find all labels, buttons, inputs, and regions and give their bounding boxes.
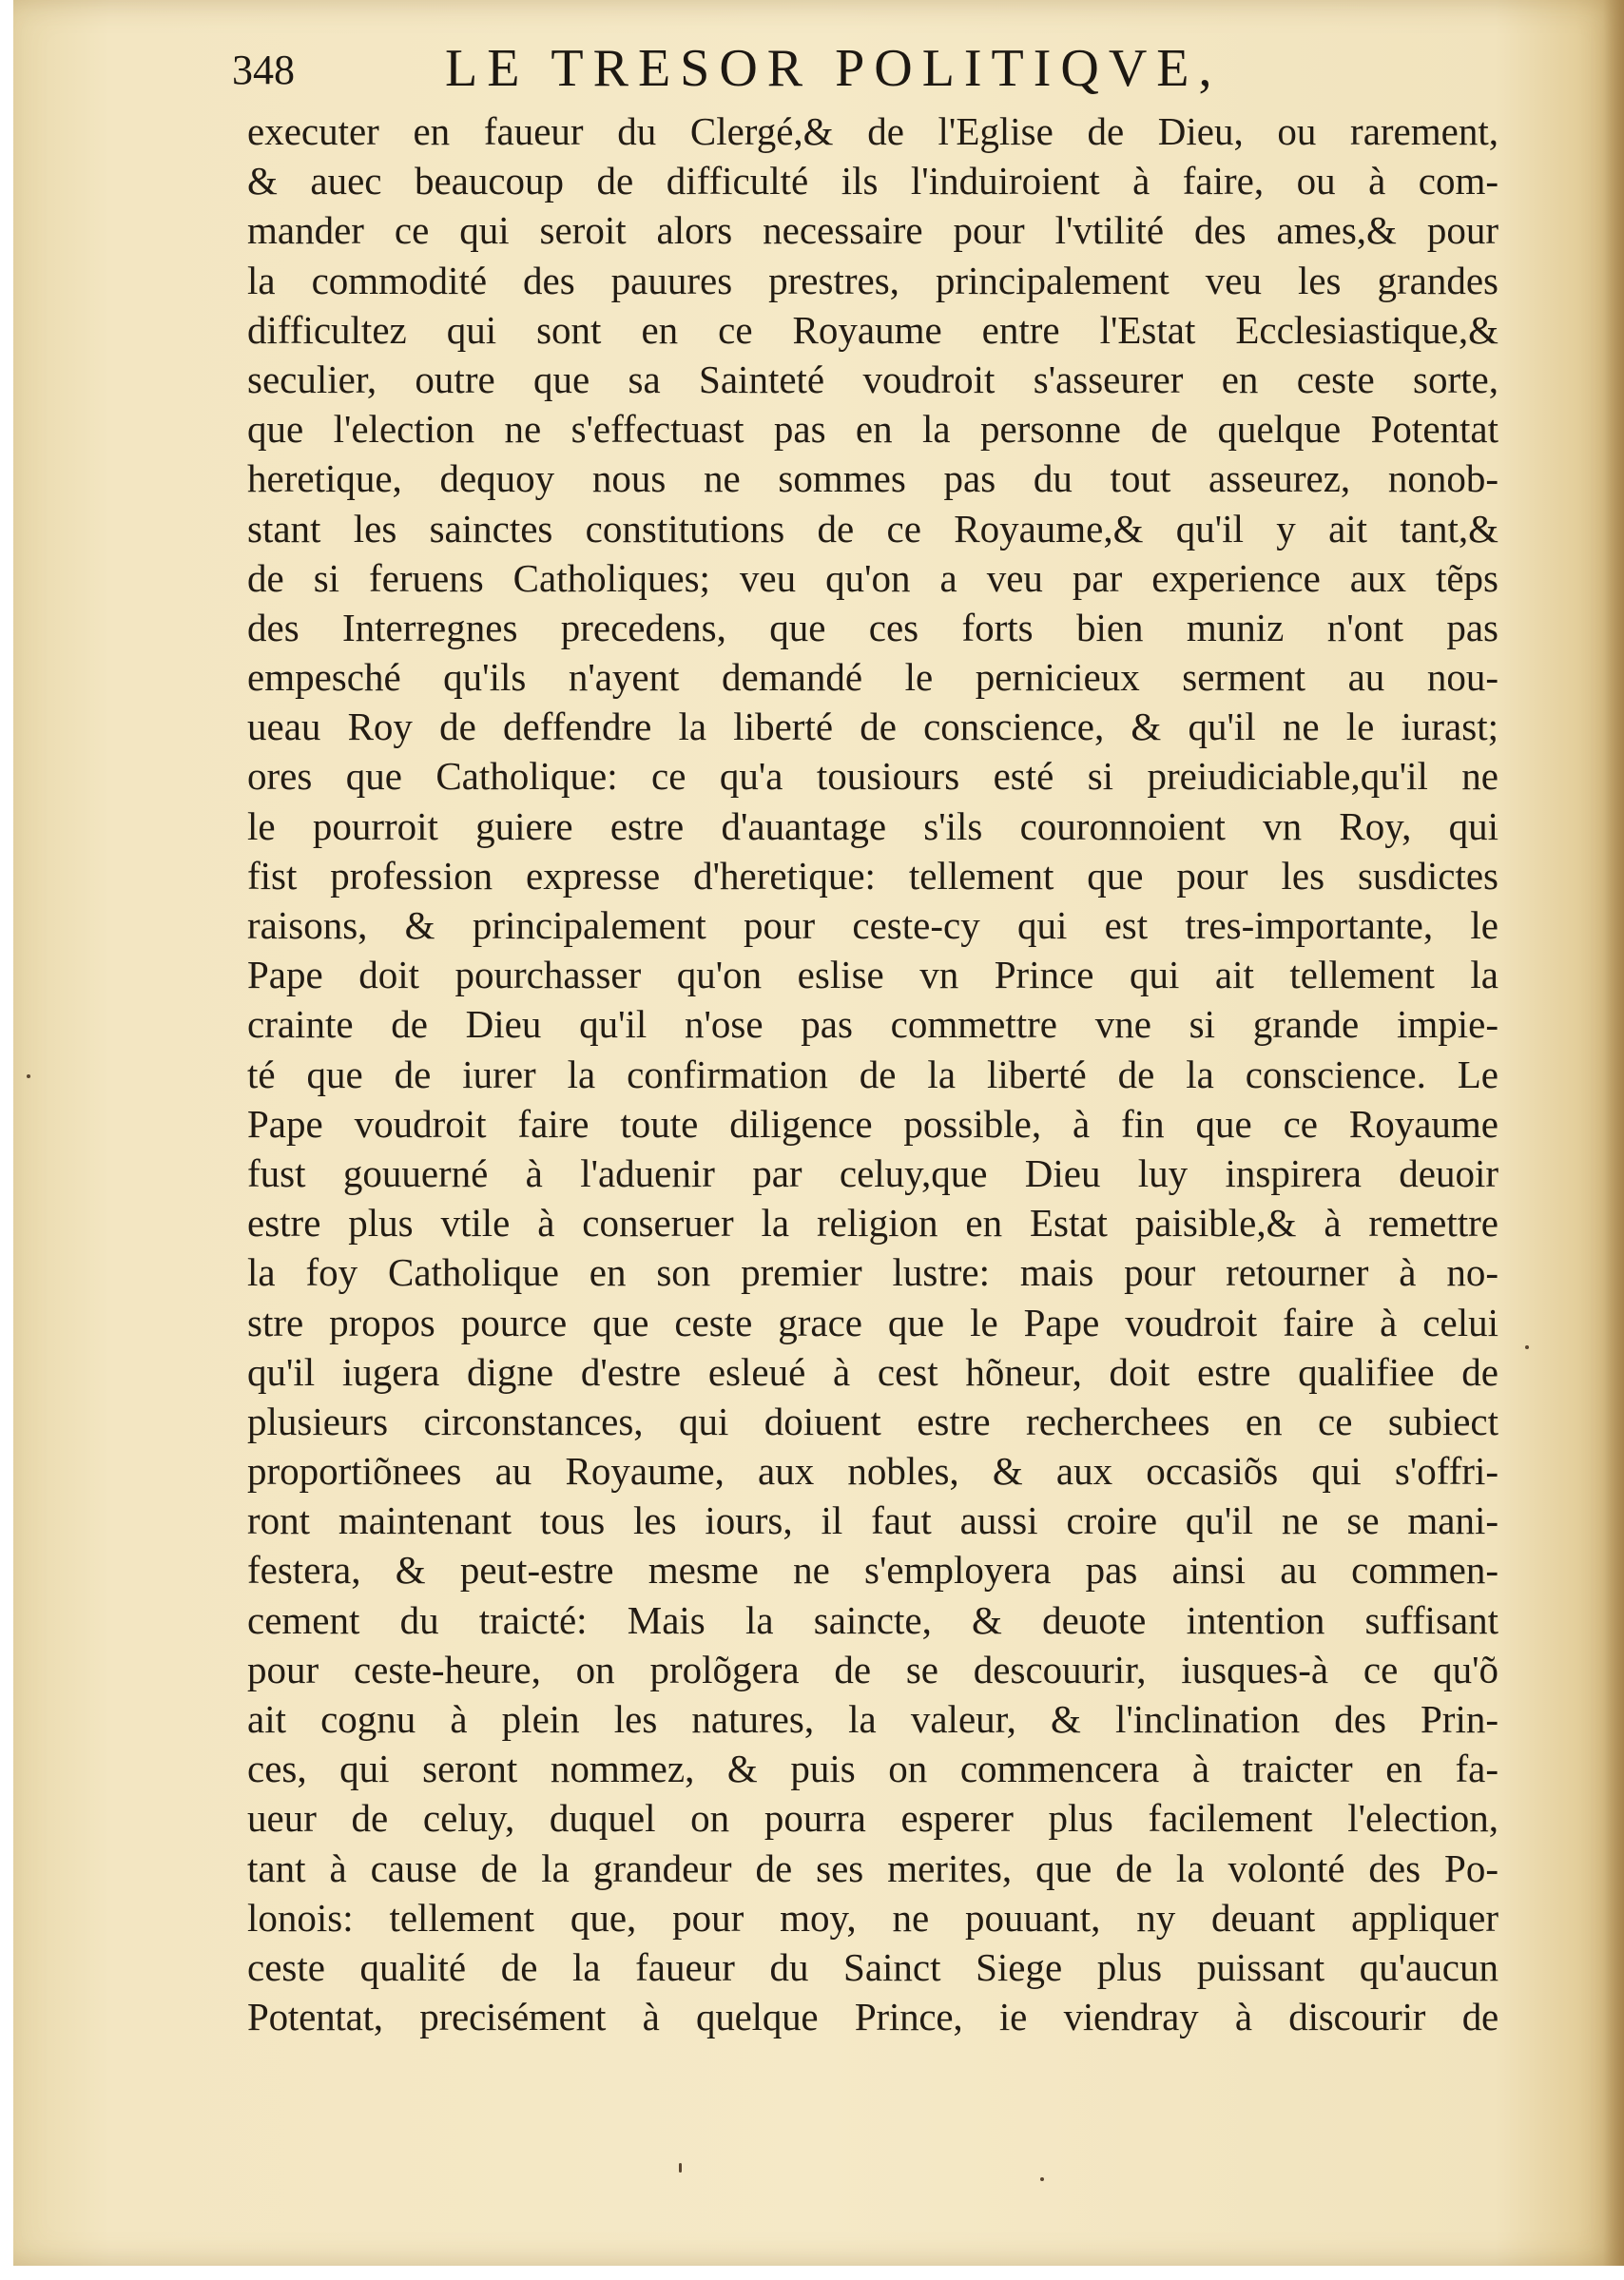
text-line: stre propos pource que ceste grace que le Pape voudroit faire à celui bbox=[247, 1300, 1498, 1344]
text-line: ront maintenant tous les iours, il faut aussi croire qu'il ne se mani- bbox=[247, 1498, 1498, 1543]
text-line: tant à cause de la grandeur de ses merites, que de la volonté des Po- bbox=[247, 1845, 1498, 1890]
text-line: heretique, dequoy nous ne sommes pas du tout asseurez, nonob- bbox=[247, 456, 1498, 501]
book-page bbox=[13, 0, 1624, 2266]
text-line: proportiõnees au Royaume, aux nobles, & aux occasiõs qui s'offri- bbox=[247, 1449, 1498, 1494]
text-line: pour ceste-heure, on prolõgera de se descouurir, iusques-à ce qu'õ bbox=[247, 1647, 1498, 1691]
text-line: ait cognu à plein les natures, la valeur, & l'inclination des Prin- bbox=[247, 1697, 1498, 1741]
text-line: que l'election ne s'effectuast pas en la personne de quelque Potentat bbox=[247, 407, 1498, 452]
text-line: fist profession expresse d'heretique: tellement que pour les susdictes bbox=[247, 853, 1498, 898]
page-header bbox=[217, 38, 1481, 105]
text-line: té que de iurer la confirmation de la liberté de la conscience. Le bbox=[247, 1052, 1498, 1096]
text-line: & auec beaucoup de difficulté ils l'induiroient à faire, ou à com- bbox=[247, 159, 1498, 203]
text-line: Pape doit pourchasser qu'on eslise vn Prince qui ait tellement la bbox=[247, 953, 1498, 997]
text-line: ores que Catholique: ce qu'a tousiours esté si preiudiciable,qu'il ne bbox=[247, 754, 1498, 799]
paper-speck bbox=[1040, 2177, 1044, 2181]
text-line: raisons, & principalement pour ceste-cy qui est tres-importante, le bbox=[247, 903, 1498, 947]
text-line: plusieurs circonstances, qui doiuent estre recherchees en ce subiect bbox=[247, 1399, 1498, 1443]
text-line: des Interregnes precedens, que ces forts bien muniz n'ont pas bbox=[247, 605, 1498, 649]
text-line: mander ce qui seroit alors necessaire pour l'vtilité des ames,& pour bbox=[247, 208, 1498, 253]
text-line: seculier, outre que sa Sainteté voudroit s'asseurer en ceste sorte, bbox=[247, 357, 1498, 401]
text-line: ueau Roy de deffendre la liberté de conscience, & qu'il ne le iurast; bbox=[247, 705, 1498, 749]
text-line: la foy Catholique en son premier lustre: mais pour retourner à no- bbox=[247, 1250, 1498, 1295]
text-line: la commodité des pauures prestres, principalement veu les grandes bbox=[247, 258, 1498, 302]
paper-speck bbox=[27, 1074, 30, 1078]
text-line: fust gouuerné à l'aduenir par celuy,que Dieu luy inspirera deuoir bbox=[247, 1150, 1498, 1195]
text-line: difficultez qui sont en ce Royaume entre l'Estat Ecclesiastique,& bbox=[247, 307, 1498, 352]
text-line: festera, & peut-estre mesme ne s'employera pas ainsi au commen- bbox=[247, 1548, 1498, 1593]
body-text bbox=[247, 106, 1498, 2041]
text-line: ueur de celuy, duquel on pourra esperer plus facilement l'election, bbox=[247, 1796, 1498, 1841]
text-line: estre plus vtile à conseruer la religion en Estat paisible,& à remettre bbox=[247, 1201, 1498, 1246]
text-line: de si feruens Catholiques; veu qu'on a veu par experience aux tẽps bbox=[247, 555, 1498, 600]
text-line: crainte de Dieu qu'il n'ose pas commettre vne si grande impie- bbox=[247, 1002, 1498, 1047]
paper-speck bbox=[679, 2163, 682, 2173]
text-line: cement du traicté: Mais la saincte, & deuote intention suffisant bbox=[247, 1597, 1498, 1642]
page-number: 348 bbox=[232, 47, 295, 93]
text-line: ceste qualité de la faueur du Sainct Siege plus puissant qu'aucun bbox=[247, 1944, 1498, 1989]
text-line: ces, qui seront nommez, & puis on commencera à traicter en fa- bbox=[247, 1747, 1498, 1791]
running-title: LE TRESOR POLITIQVE, bbox=[445, 39, 1222, 98]
text-line: lonois: tellement que, pour moy, ne pouuant, ny deuant appliquer bbox=[247, 1895, 1498, 1940]
paper-speck bbox=[1525, 1345, 1529, 1349]
page-edge-shadow bbox=[1603, 0, 1624, 2266]
text-line: le pourroit guiere estre d'auantage s'ils couronnoient vn Roy, qui bbox=[247, 803, 1498, 848]
text-line: empesché qu'ils n'ayent demandé le pernicieux serment au nou- bbox=[247, 655, 1498, 700]
text-line: Potentat, precisément à quelque Prince, ie viendray à discourir de bbox=[247, 1995, 1498, 2039]
text-line: stant les sainctes constitutions de ce Royaume,& qu'il y ait tant,& bbox=[247, 506, 1498, 551]
text-line: Pape voudroit faire toute diligence possible, à fin que ce Royaume bbox=[247, 1101, 1498, 1146]
text-line: qu'il iugera digne d'estre esleué à cest hõneur, doit estre qualifiee de bbox=[247, 1349, 1498, 1394]
text-line: executer en faueur du Clergé,& de l'Eglise de Dieu, ou rarement, bbox=[247, 109, 1498, 153]
